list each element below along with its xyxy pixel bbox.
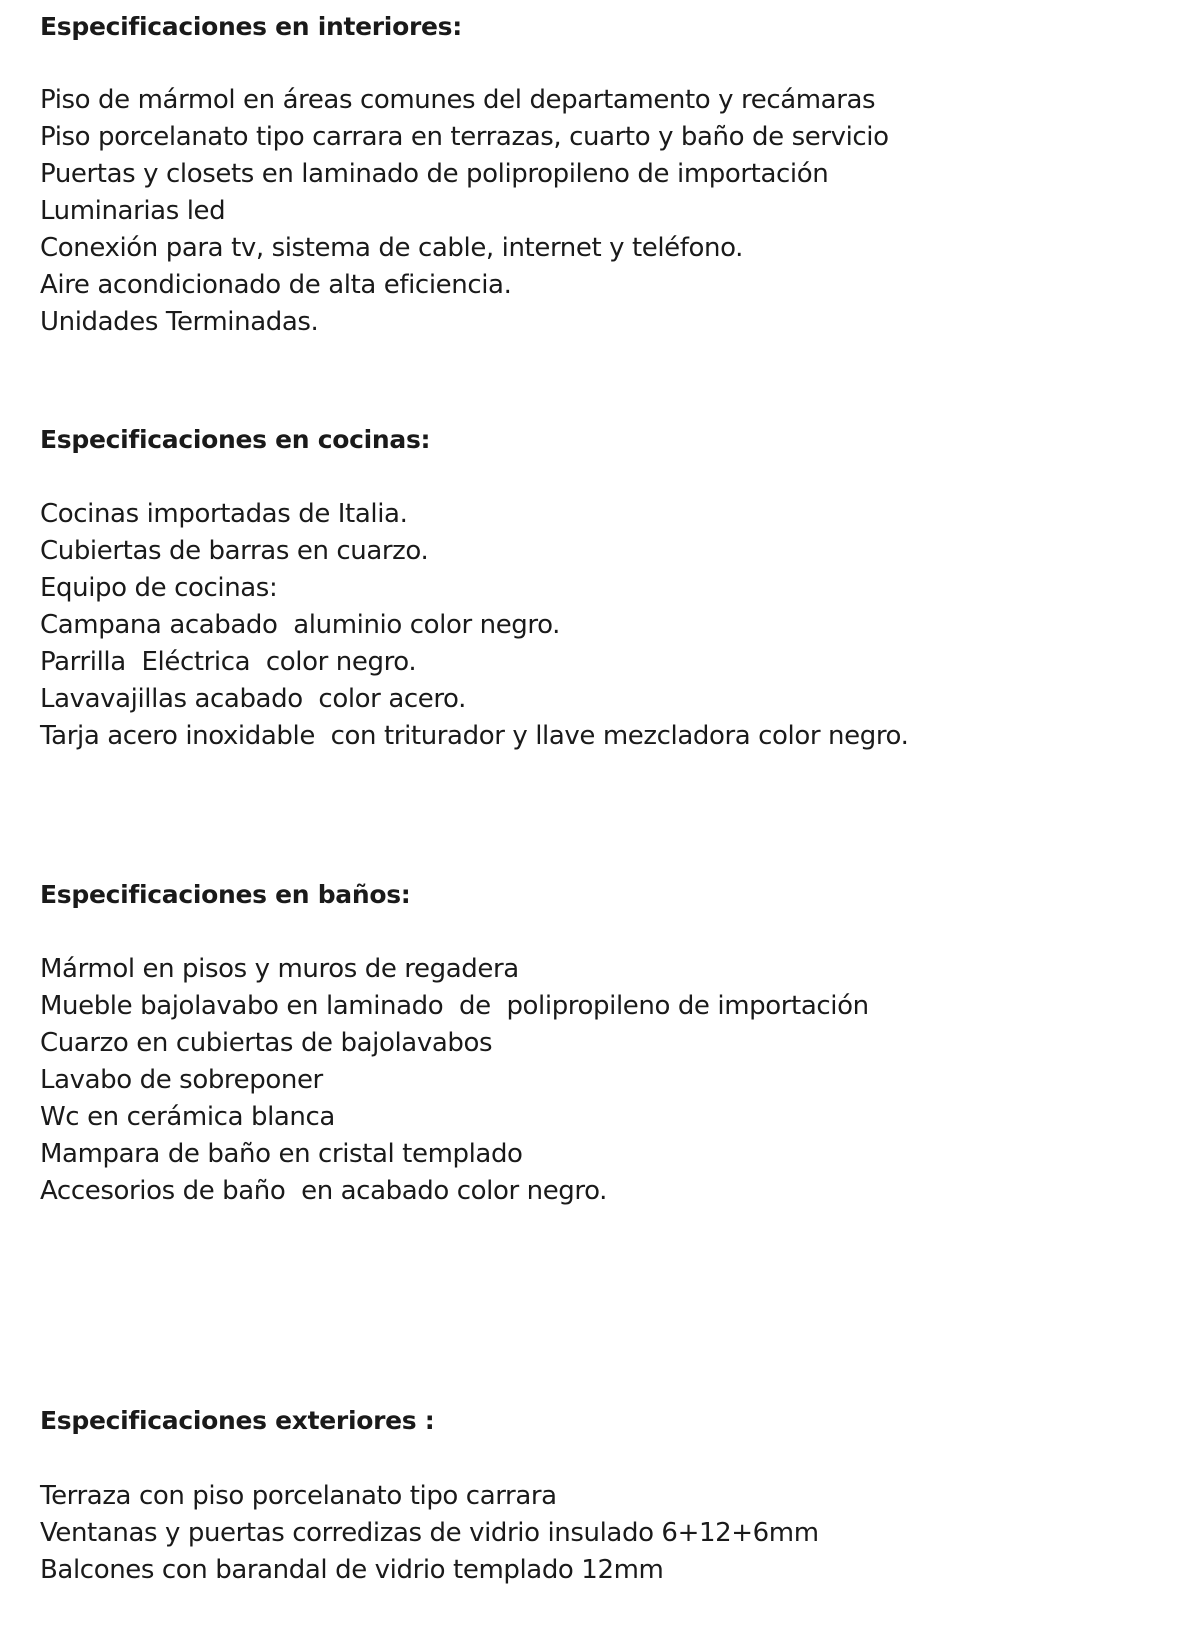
list-item: Cocinas importadas de Italia.: [40, 499, 408, 529]
list-item: Puertas y closets en laminado de polipropileno de importación: [40, 159, 829, 189]
list-item: Cuarzo en cubiertas de bajolavabos: [40, 1028, 493, 1058]
list-item: Ventanas y puertas corredizas de vidrio insulado 6+12+6mm: [40, 1518, 819, 1548]
list-item: Wc en cerámica blanca: [40, 1102, 335, 1132]
list-item: Equipo de cocinas:: [40, 573, 278, 603]
section-list-interiores: [40, 82, 889, 341]
list-item: Piso porcelanato tipo carrara en terrazas, cuarto y baño de servicio: [40, 122, 889, 152]
list-item: Aire acondicionado de alta eficiencia.: [40, 270, 512, 300]
list-item: Parrilla Eléctrica color negro.: [40, 647, 417, 677]
list-item: Lavavajillas acabado color acero.: [40, 684, 466, 714]
list-item: Mueble bajolavabo en laminado de polipropileno de importación: [40, 991, 869, 1021]
section-heading-exteriores: Especificaciones exteriores :: [40, 1406, 435, 1435]
list-item: Cubiertas de barras en cuarzo.: [40, 536, 429, 566]
list-item: Campana acabado aluminio color negro.: [40, 610, 561, 640]
list-item: Mampara de baño en cristal templado: [40, 1139, 523, 1169]
section-list-cocinas: [40, 496, 908, 755]
list-item: Piso de mármol en áreas comunes del departamento y recámaras: [40, 85, 876, 115]
list-item: Lavabo de sobreponer: [40, 1065, 323, 1095]
list-item: Luminarias led: [40, 196, 226, 226]
list-item: Accesorios de baño en acabado color negro.: [40, 1176, 608, 1206]
list-item: Unidades Terminadas.: [40, 307, 319, 337]
section-list-exteriores: [40, 1478, 819, 1589]
section-list-banos: [40, 951, 869, 1210]
list-item: Mármol en pisos y muros de regadera: [40, 954, 519, 984]
section-heading-interiores: Especificaciones en interiores:: [40, 12, 462, 41]
section-heading-banos: Especificaciones en baños:: [40, 880, 411, 909]
list-item: Terraza con piso porcelanato tipo carrara: [40, 1481, 557, 1511]
list-item: Balcones con barandal de vidrio templado 12mm: [40, 1555, 664, 1585]
list-item: Tarja acero inoxidable con triturador y llave mezcladora color negro.: [40, 721, 909, 751]
section-heading-cocinas: Especificaciones en cocinas:: [40, 425, 431, 454]
list-item: Conexión para tv, sistema de cable, internet y teléfono.: [40, 233, 744, 263]
